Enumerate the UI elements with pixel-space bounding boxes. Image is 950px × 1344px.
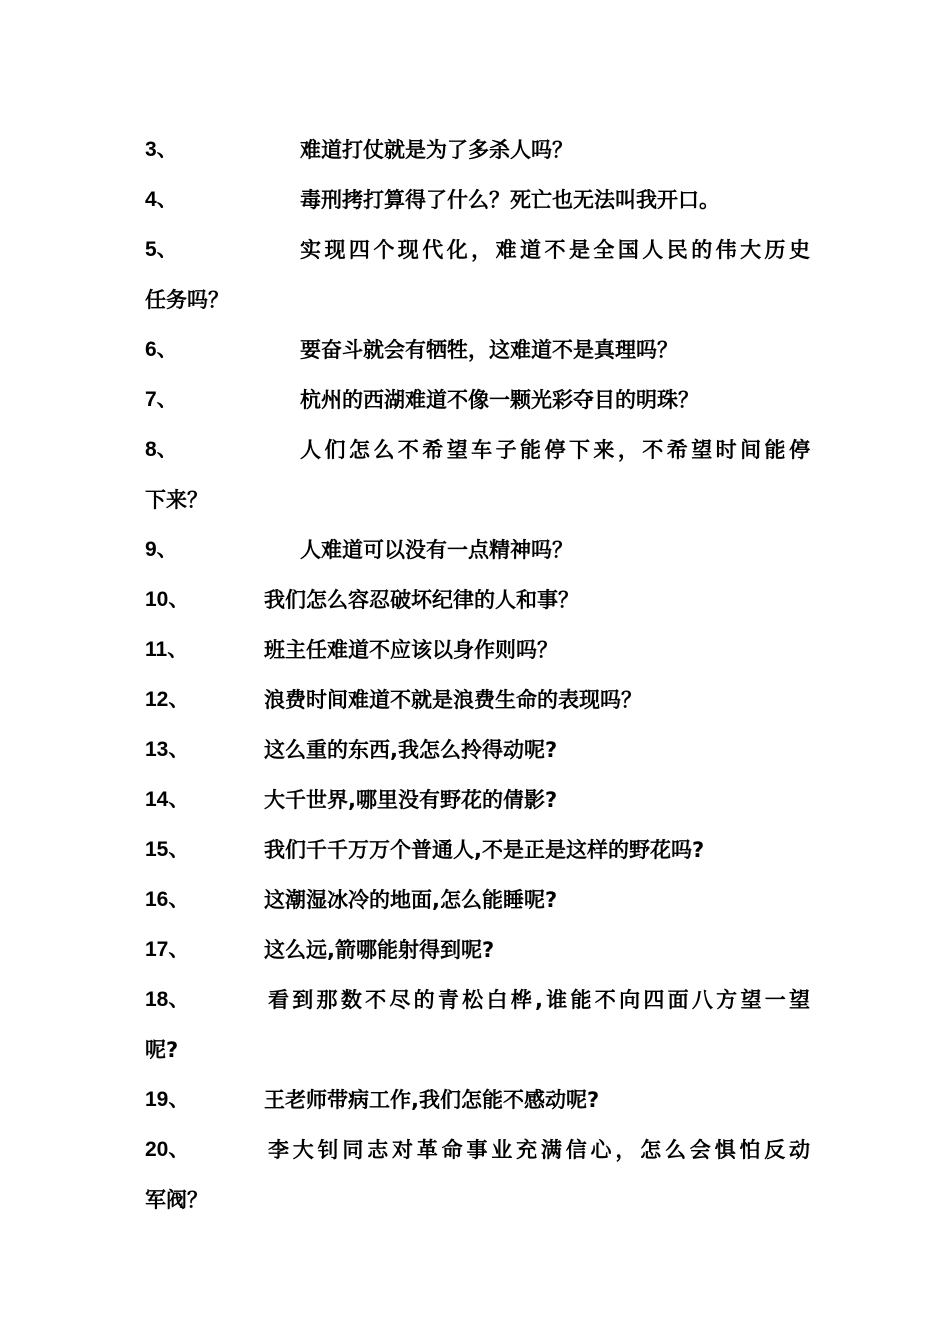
list-item [145, 875, 810, 925]
item-text: 实现四个现代化，难道不是全国人民的伟大历史 [300, 238, 810, 262]
item-text-continuation: 军阀？ [145, 1188, 208, 1212]
list-item [145, 925, 810, 975]
item-text: 班主任难道不应该以身作则吗？ [264, 638, 558, 662]
item-number: 5、 [145, 238, 178, 261]
list-item [145, 675, 810, 725]
item-text: 杭州的西湖难道不像一颗光彩夺目的明珠？ [300, 388, 699, 412]
item-number: 4、 [145, 188, 178, 211]
list-item [145, 325, 810, 375]
item-number: 6、 [145, 338, 178, 361]
list-item [145, 1075, 810, 1125]
list-item [145, 575, 810, 625]
item-text: 人难道可以没有一点精神吗？ [300, 538, 573, 562]
item-text: 人们怎么不希望车子能停下来，不希望时间能停 [300, 438, 810, 462]
item-number: 17、 [145, 938, 190, 961]
item-text: 王老师带病工作,我们怎能不感动呢? [264, 1088, 600, 1112]
item-number: 3、 [145, 138, 178, 161]
item-number: 8、 [145, 438, 178, 461]
item-text: 这么远,箭哪能射得到呢? [264, 938, 495, 962]
item-number: 14、 [145, 788, 190, 811]
item-text: 这潮湿冰冷的地面,怎么能睡呢? [264, 888, 558, 912]
item-text-continuation: 下来？ [145, 488, 208, 512]
list-item [145, 425, 810, 475]
item-number: 16、 [145, 888, 190, 911]
item-text: 我们怎么容忍破坏纪律的人和事？ [264, 588, 579, 612]
item-text: 看到那数不尽的青松白桦,谁能不向四面八方望一望 [268, 988, 810, 1012]
list-item [145, 825, 810, 875]
list-item [145, 725, 810, 775]
item-text: 难道打仗就是为了多杀人吗？ [300, 138, 573, 162]
list-item [145, 625, 810, 675]
list-item [145, 775, 810, 825]
item-text: 毒刑拷打算得了什么？死亡也无法叫我开口。 [300, 188, 720, 212]
item-number: 19、 [145, 1088, 190, 1111]
list-item [145, 125, 810, 175]
item-number: 7、 [145, 388, 178, 411]
list-item [145, 975, 810, 1025]
list-item [145, 375, 810, 425]
item-number: 18、 [145, 988, 190, 1011]
item-number: 9、 [145, 538, 178, 561]
item-text: 浪费时间难道不就是浪费生命的表现吗？ [264, 688, 642, 712]
list-item [145, 525, 810, 575]
item-number: 11、 [145, 638, 189, 661]
item-text: 要奋斗就会有牺牲，这难道不是真理吗？ [300, 338, 678, 362]
item-text: 大千世界,哪里没有野花的倩影? [264, 788, 558, 812]
item-text: 李大钊同志对革命事业充满信心，怎么会惧怕反动 [268, 1138, 810, 1162]
item-number: 10、 [145, 588, 190, 611]
item-number: 12、 [145, 688, 190, 711]
list-item [145, 175, 810, 225]
item-text-continuation: 呢? [145, 1038, 179, 1062]
item-text: 这么重的东西,我怎么拎得动呢? [264, 738, 558, 762]
item-number: 20、 [145, 1138, 190, 1161]
item-number: 15、 [145, 838, 190, 861]
item-text-continuation: 任务吗？ [145, 288, 229, 312]
item-text: 我们千千万万个普通人,不是正是这样的野花吗? [264, 838, 705, 862]
list-item [145, 225, 810, 275]
list-item [145, 1125, 810, 1175]
item-number: 13、 [145, 738, 190, 761]
